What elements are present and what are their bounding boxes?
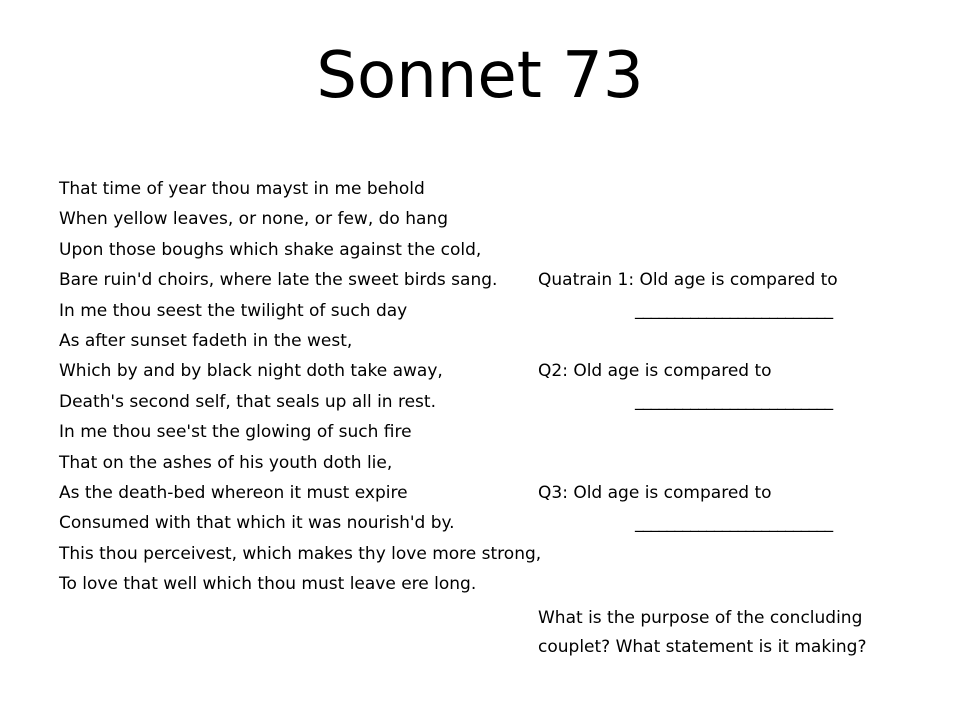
poem-line: Consumed with that which it was nourish'd by. (59, 513, 455, 534)
poem-line: Bare ruin'd choirs, where late the sweet birds sang. (59, 270, 498, 291)
poem-line: Upon those boughs which shake against the cold, (59, 239, 482, 260)
quatrain-1-answer-blank: _________________________ (635, 300, 833, 320)
quatrain-2-prompt: Q2: Old age is compared to (538, 361, 772, 381)
poem-line: That time of year thou mayst in me behold (59, 179, 425, 199)
poem-line: When yellow leaves, or none, or few, do hang (59, 209, 448, 230)
poem-line: In me thou see'st the glowing of such fire (59, 422, 412, 443)
couplet-question: What is the purpose of the concluding couplet? What statement is it making? (538, 608, 867, 657)
poem-line: Which by and by black night doth take away, (59, 361, 443, 382)
quatrain-1-prompt: Quatrain 1: Old age is compared to (538, 270, 838, 290)
poem-line: In me thou seest the twilight of such day (59, 300, 408, 321)
poem-line: This thou perceivest, which makes thy love more strong, (59, 543, 542, 564)
poem-line: As after sunset fadeth in the west, (59, 330, 353, 351)
quatrain-2-answer-blank: _________________________ (635, 391, 833, 411)
poem-line: Death's second self, that seals up all in rest. (59, 391, 436, 412)
poem-line: That on the ashes of his youth doth lie, (59, 452, 393, 473)
poem-line: As the death-bed whereon it must expire (59, 482, 408, 503)
quatrain-3-prompt: Q3: Old age is compared to (538, 483, 772, 503)
poem-text (59, 174, 541, 599)
quatrain-3-answer-blank: _________________________ (635, 513, 833, 533)
poem-line: To love that well which thou must leave ere long. (59, 574, 477, 595)
page-title: Sonnet 73 (316, 39, 644, 113)
